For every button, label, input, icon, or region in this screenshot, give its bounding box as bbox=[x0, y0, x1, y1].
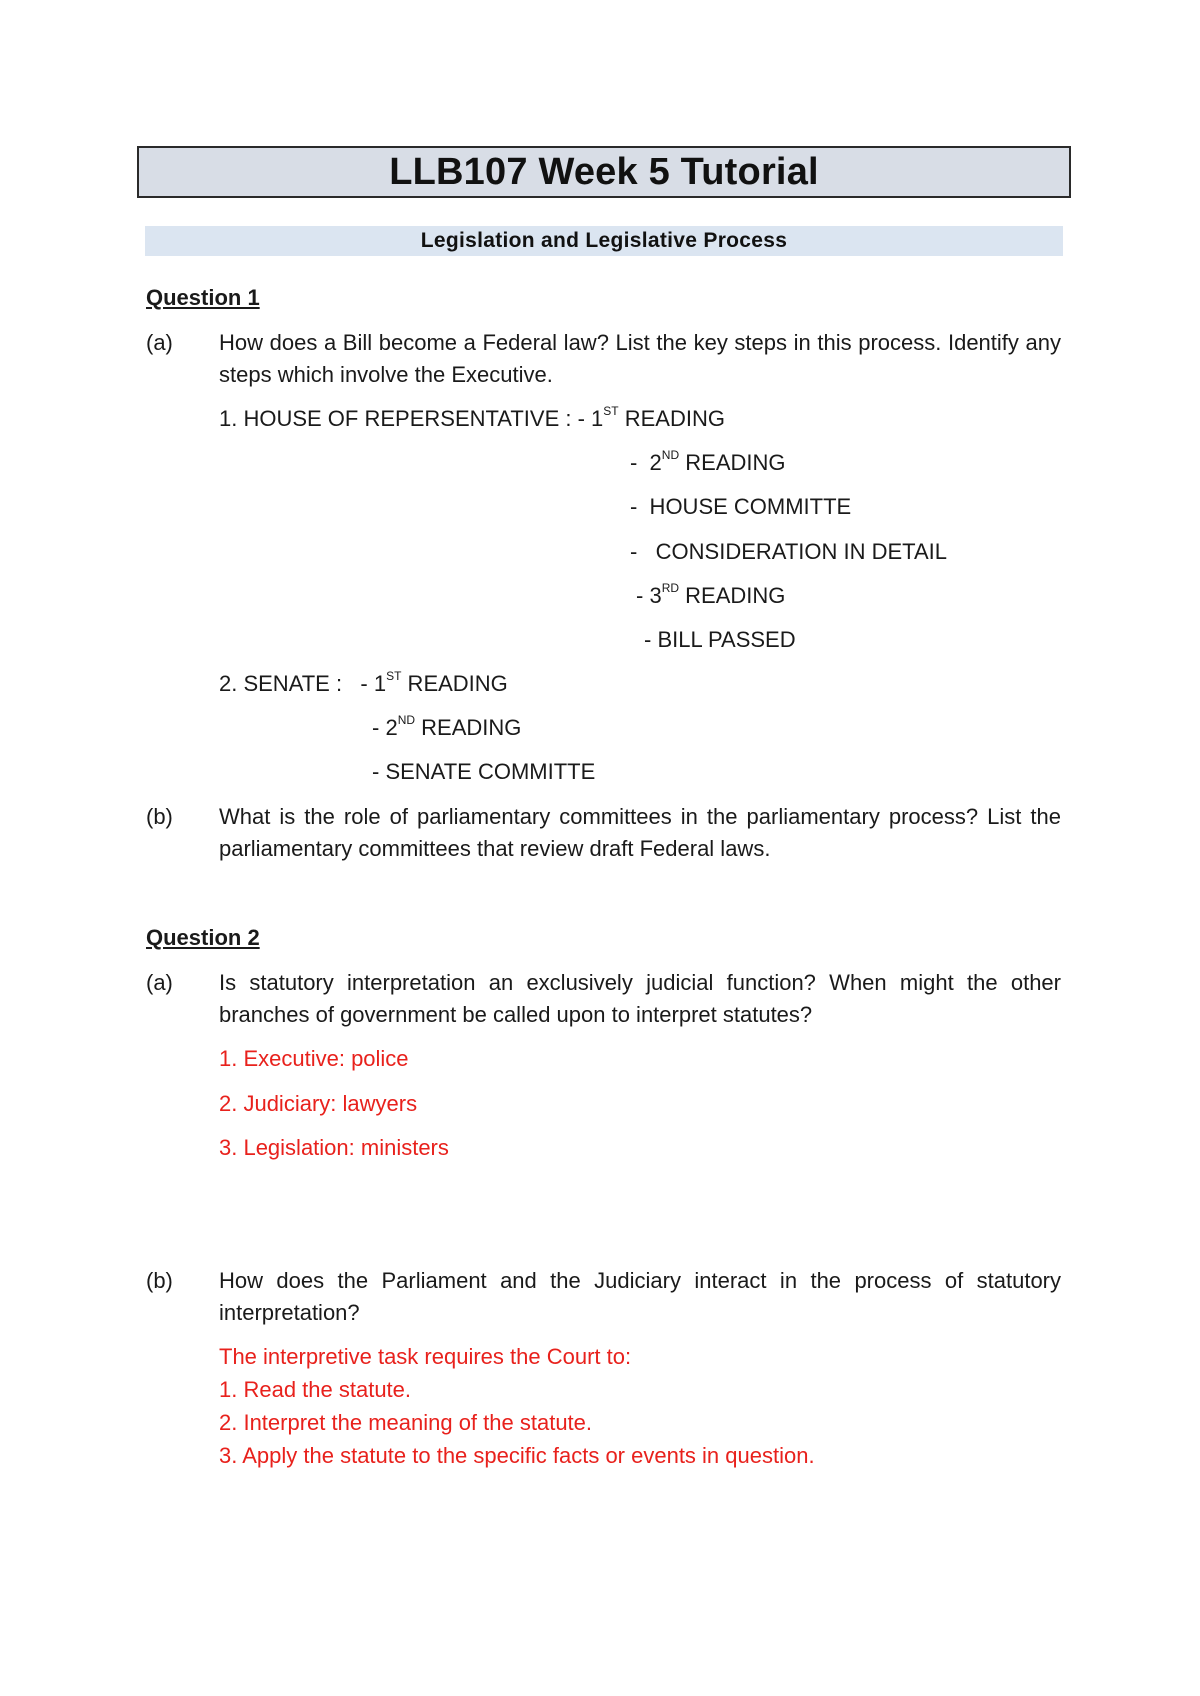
q1-a-label: (a) bbox=[146, 330, 173, 355]
question-2-heading: Question 2 bbox=[146, 925, 260, 950]
q2-a-question: Is statutory interpretation an exclusively judicial function? When might the other branches of government be called upon to interpret statutes? bbox=[219, 970, 1061, 1027]
q2-b-answer: 3. Apply the statute to the specific facts or events in question. bbox=[219, 1443, 815, 1468]
title-box bbox=[137, 146, 1071, 198]
q2-b-answer-intro: The interpretive task requires the Court to: bbox=[219, 1344, 632, 1369]
q2-a-answer: 3. Legislation: ministers bbox=[219, 1135, 449, 1160]
q2-b-answer: 1. Read the statute. bbox=[219, 1377, 412, 1402]
senate-step: - SENATE COMMITTE bbox=[372, 759, 596, 784]
q2-b-question: How does the Parliament and the Judiciary interact in the process of statutory interpretation? bbox=[219, 1268, 1061, 1325]
q1-b-label: (b) bbox=[146, 804, 173, 829]
house-step: - HOUSE COMMITTE bbox=[630, 494, 852, 519]
q2-a-answer: 1. Executive: police bbox=[219, 1046, 409, 1071]
subtitle-bar bbox=[145, 226, 1063, 256]
senate-step: - 2ND READING bbox=[372, 712, 522, 740]
senate-steps-lead: 2. SENATE : - 1ST READING bbox=[219, 668, 508, 696]
q1-b-question: What is the role of parliamentary committees in the parliamentary process? List the parliamentary committees that review draft Federal laws. bbox=[219, 804, 1061, 861]
q2-a-label: (a) bbox=[146, 970, 173, 995]
house-step: - 2ND READING bbox=[630, 447, 786, 475]
q2-b-answer: 2. Interpret the meaning of the statute. bbox=[219, 1410, 593, 1435]
house-step: - 3RD READING bbox=[636, 580, 786, 608]
q1-a-question: How does a Bill become a Federal law? List the key steps in this process. Identify any steps which involve the Executive. bbox=[219, 330, 1061, 387]
house-step: - BILL PASSED bbox=[644, 627, 796, 652]
document-title: LLB107 Week 5 Tutorial bbox=[389, 150, 819, 193]
question-1-heading: Question 1 bbox=[146, 285, 260, 310]
document-subtitle: Legislation and Legislative Process bbox=[420, 229, 788, 252]
house-step: - CONSIDERATION IN DETAIL bbox=[630, 539, 947, 564]
q2-a-answer: 2. Judiciary: lawyers bbox=[219, 1091, 418, 1116]
house-steps-lead: 1. HOUSE OF REPERSENTATIVE : - 1ST READING bbox=[219, 403, 725, 431]
q2-b-label: (b) bbox=[146, 1268, 173, 1293]
